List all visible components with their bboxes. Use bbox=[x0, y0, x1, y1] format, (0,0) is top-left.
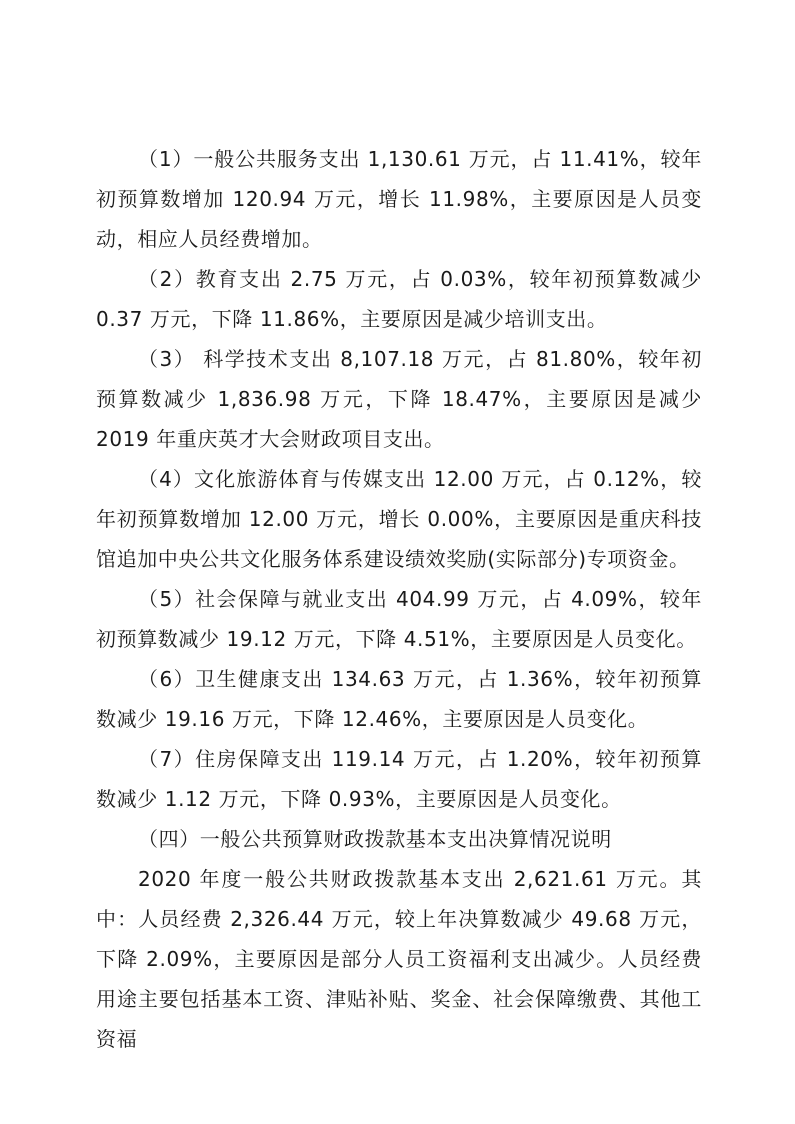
paragraph-general-public-services: （1）一般公共服务支出 1,130.61 万元，占 11.41%，较年初预算数增加 120.94 万元，增长 11.98%，主要原因是人员变动，相应人员经费增加。 bbox=[96, 147, 702, 251]
paragraph-culture-tourism-sports-media: （4）文化旅游体育与传媒支出 12.00 万元，占 0.12%，较年初预算数增加 12.00 万元，增长 0.00%，主要原因是重庆科技馆追加中央公共文化服务体系建设绩效奖励(实际部分)专项资金。 bbox=[96, 467, 702, 571]
paragraph-education: （2）教育支出 2.75 万元，占 0.03%，较年初预算数减少 0.37 万元，下降 11.86%，主要原因是减少培训支出。 bbox=[96, 267, 702, 331]
section-heading: （四）一般公共预算财政拨款基本支出决算情况说明 bbox=[138, 827, 612, 851]
paragraph-housing-security: （7）住房保障支出 119.14 万元，占 1.20%，较年初预算数减少 1.12 万元，下降 0.93%，主要原因是人员变化。 bbox=[96, 747, 702, 811]
document-body bbox=[96, 139, 702, 1059]
paragraph-science-technology: （3） 科学技术支出 8,107.18 万元，占 81.80%，较年初预算数减少 1,836.98 万元，下降 18.47%，主要原因是减少 2019 年重庆英才大会财政项目支出。 bbox=[96, 347, 702, 451]
paragraph-basic-expenditure-summary: 2020 年度一般公共财政拨款基本支出 2,621.61 万元。其中：人员经费 2,326.44 万元，较上年决算数减少 49.68 万元，下降 2.09%，主要原因是部分人员工资福利支出减少。人员经费用途主要包括基本工资、津贴补贴、奖金、社会保障缴费、其他工资福 bbox=[96, 867, 702, 1051]
paragraph-health: （6）卫生健康支出 134.63 万元，占 1.36%，较年初预算数减少 19.16 万元，下降 12.46%，主要原因是人员变化。 bbox=[96, 667, 702, 731]
paragraph-social-security-employment: （5）社会保障与就业支出 404.99 万元，占 4.09%，较年初预算数减少 19.12 万元，下降 4.51%，主要原因是人员变化。 bbox=[96, 587, 702, 651]
